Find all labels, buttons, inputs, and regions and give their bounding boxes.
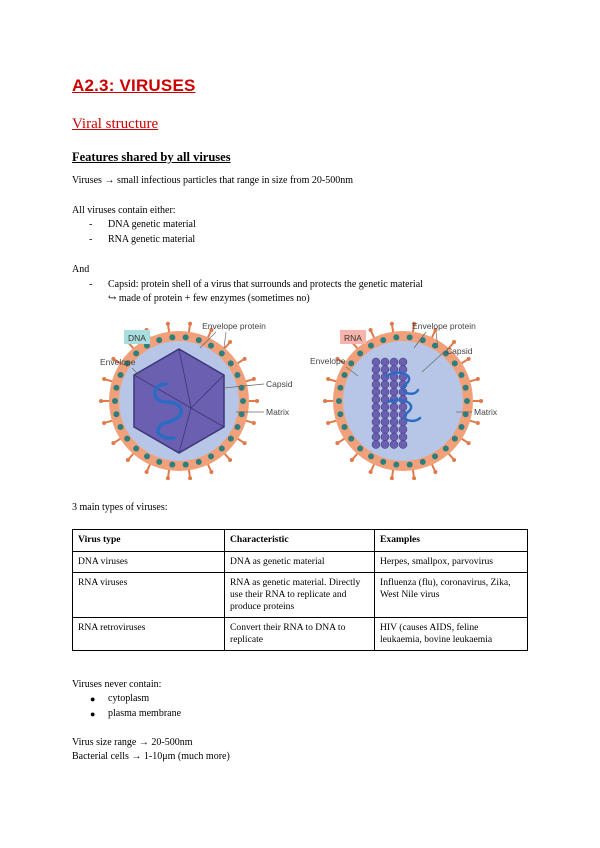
envelope-bead [357, 446, 363, 452]
envelope-bead [196, 459, 202, 465]
envelope-bead [393, 334, 399, 340]
spike-tip [452, 340, 456, 344]
capsomere [381, 366, 389, 374]
envelope-bead [234, 424, 240, 430]
envelope-bead [219, 446, 225, 452]
envelope-label: Envelope [310, 356, 346, 366]
spike-tip [369, 470, 373, 474]
table-cell: HIV (causes AIDS, feline leukaemia, bovine leukaemia [375, 618, 528, 651]
envelope-bead [228, 360, 234, 366]
spike-tip [350, 458, 354, 462]
envelope-bead [183, 462, 189, 468]
table-header-row [73, 530, 528, 552]
envelope-bead [464, 398, 470, 404]
spike-tip [243, 357, 247, 361]
table-row [73, 618, 528, 651]
table-header: Examples [375, 530, 528, 552]
spike-tip [166, 476, 170, 480]
spike-tip [243, 441, 247, 445]
capsomere [372, 403, 380, 411]
capsomere [372, 358, 380, 366]
capsomere [381, 426, 389, 434]
spike-tip [479, 399, 483, 403]
capsomere [390, 433, 398, 441]
table-header: Characteristic [225, 530, 375, 552]
spike-tip [209, 470, 213, 474]
matrix-label: Matrix [474, 407, 498, 417]
list-item-rna: RNA genetic material [108, 234, 196, 245]
section-heading: Viral structure [72, 116, 159, 132]
envelope-bead [342, 372, 348, 378]
spike-tip [228, 458, 232, 462]
spike-tip [476, 377, 480, 381]
capsomere [399, 441, 407, 449]
envelope-bead [156, 337, 162, 343]
envelope-bead [368, 343, 374, 349]
envelope-bead [113, 385, 119, 391]
matrix-label: Matrix [266, 407, 290, 417]
capsomere [399, 358, 407, 366]
envelope-bead [208, 453, 214, 459]
list-dash: - [89, 219, 93, 230]
envelope-bead [336, 398, 342, 404]
spike-tip [188, 322, 192, 326]
envelope-bead [239, 385, 245, 391]
capsomere [381, 403, 389, 411]
envelope-bead [113, 411, 119, 417]
spike-tip [166, 322, 170, 326]
virus-types-table [72, 529, 528, 651]
envelope-bead [458, 424, 464, 430]
envelope-label: Envelope [100, 357, 136, 367]
features-heading: Features shared by all viruses [72, 150, 231, 164]
capsomere [372, 433, 380, 441]
spike-tip [369, 328, 373, 332]
table-cell: RNA retroviruses [73, 618, 225, 651]
bullet-icon: ● [90, 694, 96, 704]
spike-tip [326, 377, 330, 381]
capsomere [381, 441, 389, 449]
envelope-bead [407, 334, 413, 340]
capsomere [381, 433, 389, 441]
envelope-bead [183, 334, 189, 340]
envelope-bead [337, 411, 343, 417]
envelope-bead [420, 337, 426, 343]
table-cell: RNA viruses [73, 573, 225, 618]
envelope-bead [432, 453, 438, 459]
types-label: 3 main types of viruses: [72, 502, 168, 513]
capsomere [372, 411, 380, 419]
spike-tip [252, 377, 256, 381]
capsid-definition: Capsid: protein shell of a virus that surrounds and protects the genetic material [108, 279, 423, 290]
intro-text: Viruses → small infectious particles that range in size from 20-500nm [72, 175, 353, 186]
envelope-bead [407, 462, 413, 468]
envelope-bead [133, 350, 139, 356]
page-title: A2.3: VIRUSES [72, 76, 196, 95]
spike-tip [102, 377, 106, 381]
spike-tip [326, 421, 330, 425]
capsomere [381, 358, 389, 366]
envelope-bead [133, 446, 139, 452]
envelope-bead [368, 453, 374, 459]
table-cell: DNA as genetic material [225, 552, 375, 573]
table-row [73, 573, 528, 618]
spike-tip [452, 458, 456, 462]
capsomere [372, 418, 380, 426]
capsomere [381, 388, 389, 396]
capsomere [372, 426, 380, 434]
envelope-bead [420, 459, 426, 465]
envelope-bead [240, 398, 246, 404]
dna-label: DNA [128, 333, 146, 343]
capsomere [390, 411, 398, 419]
envelope-bead [208, 343, 214, 349]
envelope-bead [169, 462, 175, 468]
spike-tip [99, 399, 103, 403]
rna-virus-illustration [310, 321, 498, 480]
spike-tip [335, 441, 339, 445]
table-header: Virus type [73, 530, 225, 552]
spike-tip [228, 340, 232, 344]
envelope-bead [228, 436, 234, 442]
never-contain-label: Viruses never contain: [72, 679, 162, 690]
envelope-bead [348, 436, 354, 442]
virus-size-text: Virus size range → 20-500nm [72, 737, 193, 748]
capsomere [390, 403, 398, 411]
spike-tip [476, 421, 480, 425]
envelope-bead [357, 350, 363, 356]
spike-tip [102, 421, 106, 425]
and-label: And [72, 264, 90, 275]
envelope-bead [112, 398, 118, 404]
envelope-bead [393, 462, 399, 468]
capsomere [390, 426, 398, 434]
table-cell: Influenza (flu), coronavirus, Zika, West Nile virus [375, 573, 528, 618]
table-cell: RNA as genetic material. Directly use their RNA to replicate and produce proteins [225, 573, 375, 618]
list-dash: - [89, 279, 93, 290]
envelope-bead [234, 372, 240, 378]
capsid-label: Capsid [446, 346, 473, 356]
envelope-bead [337, 385, 343, 391]
envelope-protein-label: Envelope protein [412, 321, 476, 331]
table-cell: Convert their RNA to DNA to replicate [225, 618, 375, 651]
capsomere [372, 381, 380, 389]
spike-tip [126, 458, 130, 462]
table-row [73, 552, 528, 573]
envelope-bead [452, 360, 458, 366]
spike-tip [188, 476, 192, 480]
capsomere [390, 388, 398, 396]
spike-tip [145, 470, 149, 474]
spike-tip [467, 357, 471, 361]
capsomere [372, 388, 380, 396]
envelope-bead [144, 453, 150, 459]
capsomere [390, 381, 398, 389]
spike-tip [467, 441, 471, 445]
envelope-bead [348, 360, 354, 366]
envelope-bead [443, 446, 449, 452]
list-dash: - [89, 234, 93, 245]
list-item-plasma-membrane: plasma membrane [108, 708, 182, 719]
capsomere [399, 433, 407, 441]
capsomere [390, 418, 398, 426]
capsid-subnote: ↪ made of protein + few enzymes (sometimes no) [108, 293, 310, 304]
spike-tip [323, 399, 327, 403]
spike-tip [390, 322, 394, 326]
envelope-bead [118, 372, 124, 378]
list-item-dna: DNA genetic material [108, 219, 196, 230]
envelope-bead [124, 436, 130, 442]
capsomere [372, 441, 380, 449]
spike-tip [111, 441, 115, 445]
virus-structure-diagram [96, 318, 506, 480]
table-cell: DNA viruses [73, 552, 225, 573]
table-cell: Herpes, smallpox, parvovirus [375, 552, 528, 573]
envelope-bead [169, 334, 175, 340]
contain-label: All viruses contain either: [72, 205, 176, 216]
capsomere [381, 411, 389, 419]
spike-tip [433, 470, 437, 474]
capsomere [390, 441, 398, 449]
capsomere [372, 366, 380, 374]
envelope-bead [380, 459, 386, 465]
capsomere [390, 358, 398, 366]
envelope-bead [452, 436, 458, 442]
capsomere [372, 396, 380, 404]
envelope-bead [463, 385, 469, 391]
envelope-bead [380, 337, 386, 343]
spike-tip [255, 399, 259, 403]
capsomere [381, 418, 389, 426]
envelope-bead [458, 372, 464, 378]
capsid-label: Capsid [266, 379, 293, 389]
envelope-bead [156, 459, 162, 465]
spike-tip [412, 476, 416, 480]
spike-tip [390, 476, 394, 480]
capsomere [399, 403, 407, 411]
capsomere [399, 426, 407, 434]
list-item-cytoplasm: cytoplasm [108, 693, 150, 704]
capsomere [381, 381, 389, 389]
envelope-bead [342, 424, 348, 430]
capsomere [372, 373, 380, 381]
bullet-icon: ● [90, 709, 96, 719]
dna-virus-illustration [99, 321, 293, 480]
envelope-bead [196, 337, 202, 343]
spike-tip [252, 421, 256, 425]
rna-label: RNA [344, 333, 362, 343]
envelope-bead [219, 350, 225, 356]
envelope-bead [118, 424, 124, 430]
envelope-protein-label: Envelope protein [202, 321, 266, 331]
bacteria-size-text: Bacterial cells → 1-10μm (much more) [72, 751, 230, 762]
